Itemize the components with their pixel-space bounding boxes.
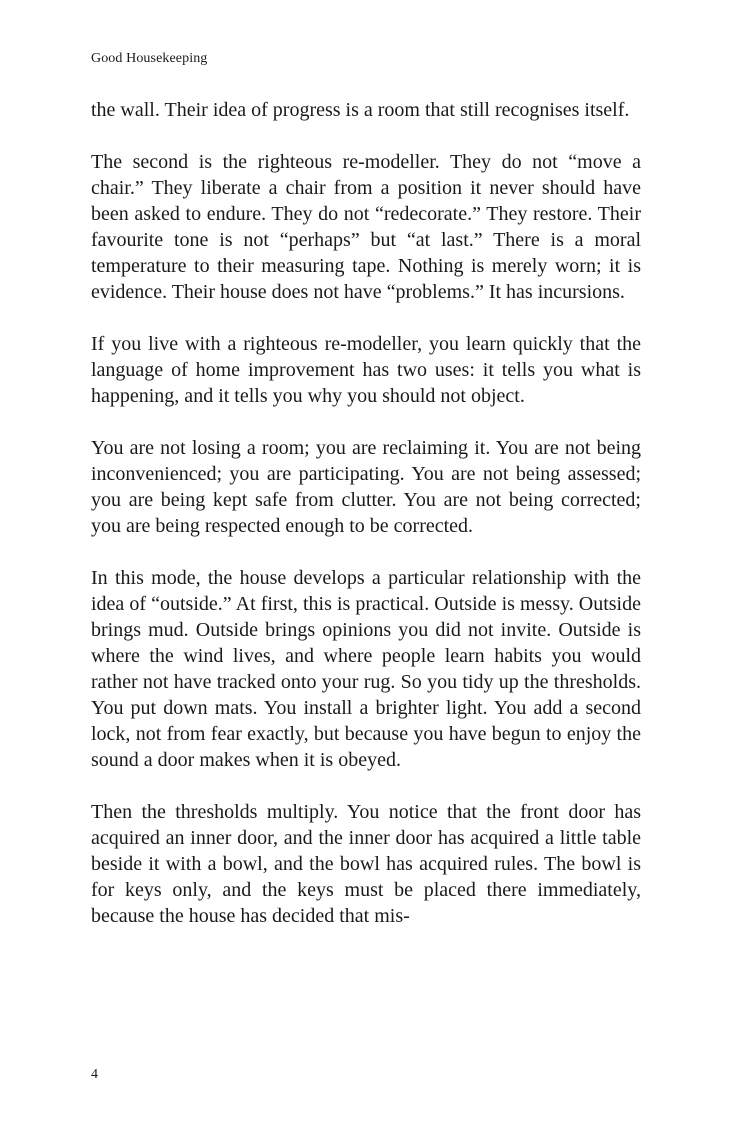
page-number: 4 — [91, 1067, 98, 1082]
body-text — [91, 97, 641, 929]
paragraph: Then the thresholds multiply. You notice that the front door has acquired an inner door, and the inner door has acquired a little table beside it with a bowl, and the bowl has acquired rules. The bowl is for keys only, and the keys must be placed there immediately, because the house has decided that mis- — [91, 801, 641, 927]
paragraph: the wall. Their idea of progress is a room that still recognises itself. — [91, 99, 630, 121]
running-head: Good Housekeeping — [91, 51, 208, 66]
paragraph: If you live with a righteous re-modeller, you learn quickly that the language of home improvement has two uses: it tells you what is happening, and it tells you why you should not object. — [91, 333, 641, 407]
paragraph: The second is the righteous re-modeller. They do not “move a chair.” They liberate a chair from a position it never should have been asked to endure. They do not “redecorate.” They restore. Their favourite tone is not “perhaps” but “at last.” There is a moral temperature to their measuring tape. Nothing is merely worn; it is evidence. Their house does not have “problems.” It has incursions. — [91, 151, 641, 303]
paragraph: You are not losing a room; you are reclaiming it. You are not being inconvenienced; you are participating. You are not being assessed; you are being kept safe from clutter. You are not being corrected; you are being respected enough to be corrected. — [91, 437, 641, 537]
paragraph: In this mode, the house develops a particular relationship with the idea of “outside.” At first, this is practical. Outside is messy. Outside brings mud. Outside brings opinions you did not invite. Outside is where the wind lives, and where people learn habits you would rather not have tracked onto your rug. So you tidy up the thresholds. You put down mats. You install a brighter light. You add a second lock, not from fear exactly, but because you have begun to enjoy the sound a door makes when it is obeyed. — [91, 567, 641, 771]
